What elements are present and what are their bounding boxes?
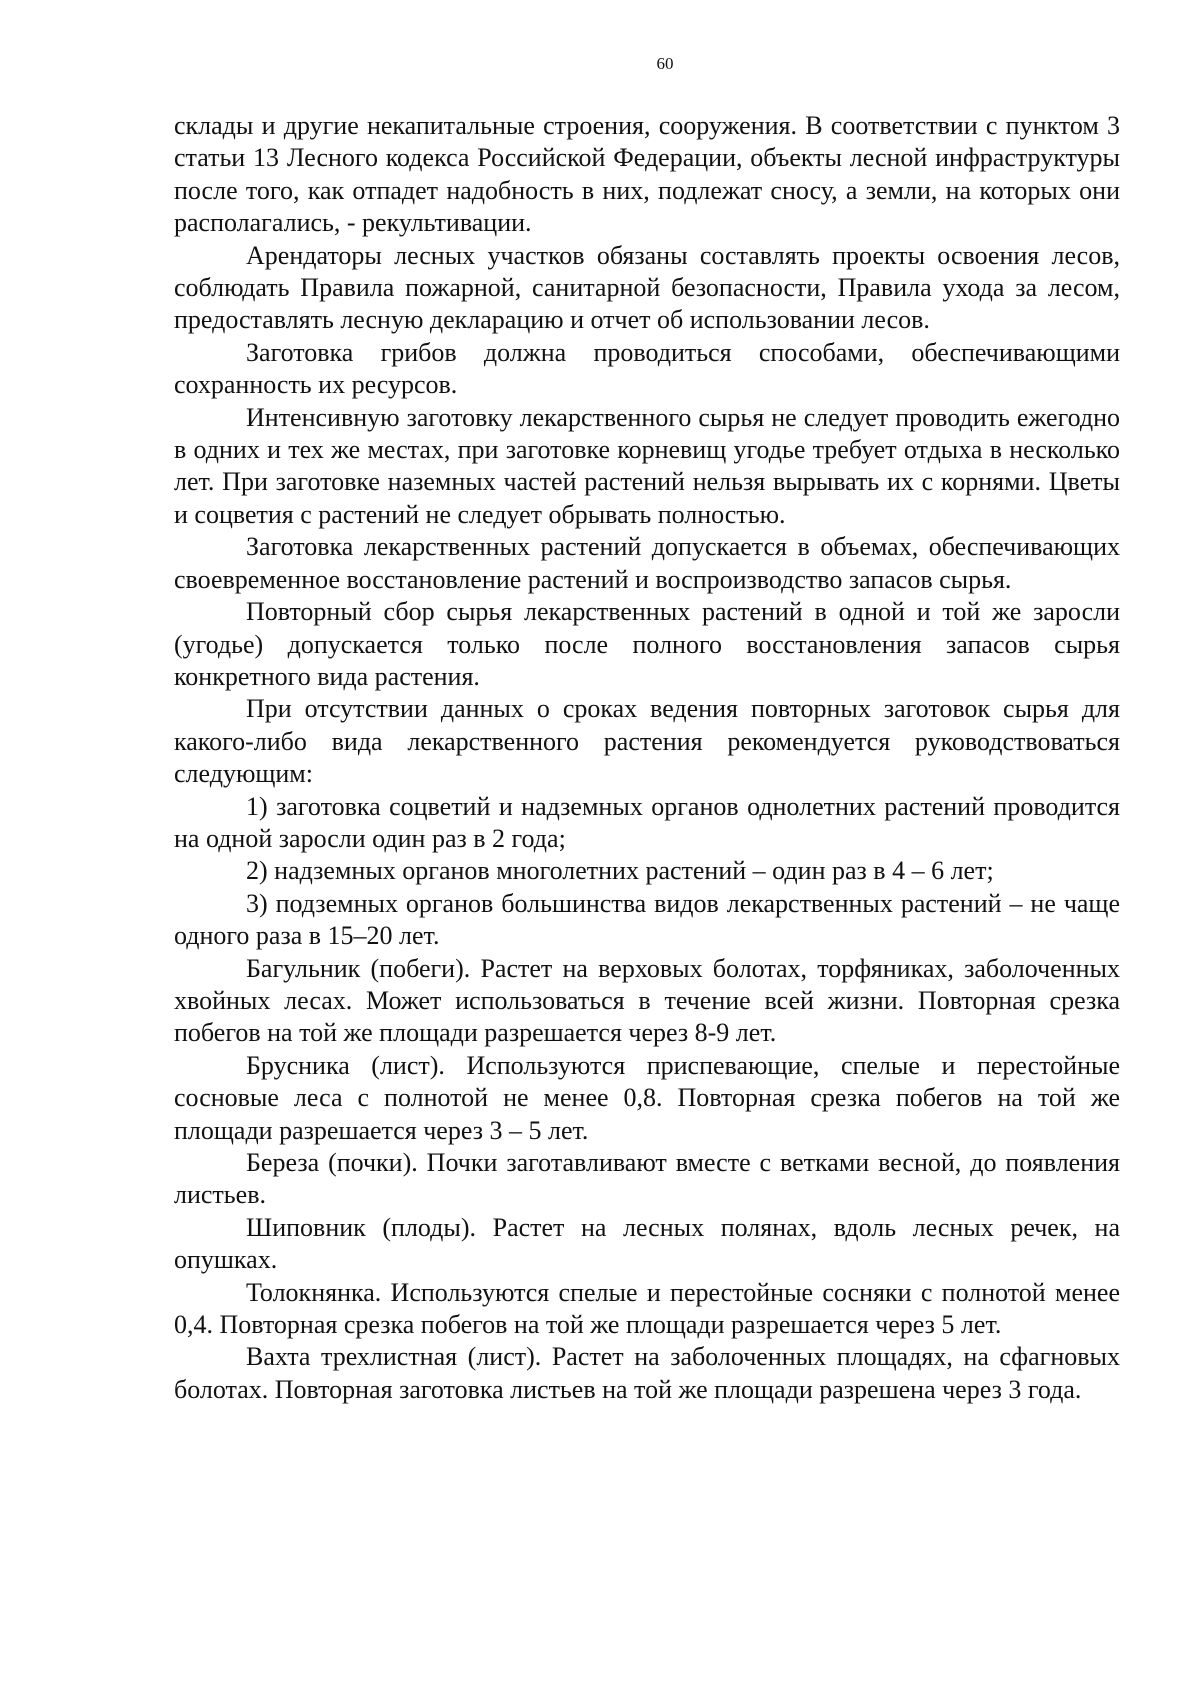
paragraph-bereza: Береза (почки). Почки заготавливают вместе с ветками весной, до появления листьев. <box>174 1148 1120 1210</box>
paragraph-mushrooms: Заготовка грибов должна проводиться способами, обеспечивающими сохранность их ресурсов. <box>174 337 1120 400</box>
paragraph-leaseholders: Арендаторы лесных участков обязаны составлять проекты освоения лесов, соблюдать Правила пожарной, санитарной безопасности, Правила ухода за лесом, предоставлять лесную декларацию и отчет об использовании лесов. <box>174 240 1120 335</box>
paragraph-intensive-harvest: Интенсивную заготовку лекарственного сырья не следует проводить ежегодно в одних и тех же местах, при заготовке корневищ угодье требует отдыха в несколько лет. При заготовке наземных частей растений нельзя вырывать их с корнями. Цветы и соцветия с растений не следует обрывать полностью. <box>174 402 1120 529</box>
paragraph-continuation: склады и другие некапитальные строения, сооружения. В соответствии с пунктом 3 статьи 13 Лесного кодекса Российской Федерации, объекты лесной инфраструктуры после того, как отпадет надобность в них, подлежат сносу, а земли, на которых они располагались, - рекультивации. <box>174 111 1120 238</box>
list-item-1: 1) заготовка соцветий и надземных органов однолетних растений проводится на одной заросли один раз в 2 года; <box>174 791 1120 853</box>
page-number: 60 <box>656 54 674 73</box>
body-text <box>174 110 1120 1406</box>
list-item-2: 2) надземных органов многолетних растений – один раз в 4 – 6 лет; <box>246 856 994 886</box>
paragraph-toloknyanka: Толокнянка. Используются спелые и перестойные сосняки с полнотой менее 0,4. Повторная срезка побегов на той же площади разрешается через 5 лет. <box>174 1277 1120 1340</box>
paragraph-brusnika: Брусника (лист). Используются приспевающие, спелые и перестойные сосновые леса с полнотой не менее 0,8. Повторная срезка побегов на той же площади разрешается через 3 – 5 лет. <box>174 1050 1120 1145</box>
paragraph-shipovnik: Шиповник (плоды). Растет на лесных полянах, вдоль лесных речек, на опушках. <box>174 1212 1120 1275</box>
list-item-3: 3) подземных органов большинства видов лекарственных растений – не чаще одного раза в 15–20 лет. <box>174 888 1120 951</box>
paragraph-bagulnik: Багульник (побеги). Растет на верховых болотах, торфяниках, заболоченных хвойных лесах. Может использоваться в течение всей жизни. Повторная срезка побегов на той же площади разрешается через 8-9 лет. <box>174 953 1120 1048</box>
paragraph-harvest-volumes: Заготовка лекарственных растений допускается в объемах, обеспечивающих своевременное восстановление растений и воспроизводство запасов сырья. <box>174 532 1120 594</box>
paragraph-no-data-guidance: При отсутствии данных о сроках ведения повторных заготовок сырья для какого-либо вида лекарственного растения рекомендуется руководствоваться следующим: <box>174 694 1120 789</box>
paragraph-vakhta: Вахта трехлистная (лист). Растет на заболоченных площадях, на сфагновых болотах. Повторная заготовка листьев на той же площади разрешена через 3 года. <box>174 1342 1120 1404</box>
paragraph-repeat-collection: Повторный сбор сырья лекарственных растений в одной и той же заросли (угодье) допускается только после полного восстановления запасов сырья конкретного вида растения. <box>174 597 1120 691</box>
